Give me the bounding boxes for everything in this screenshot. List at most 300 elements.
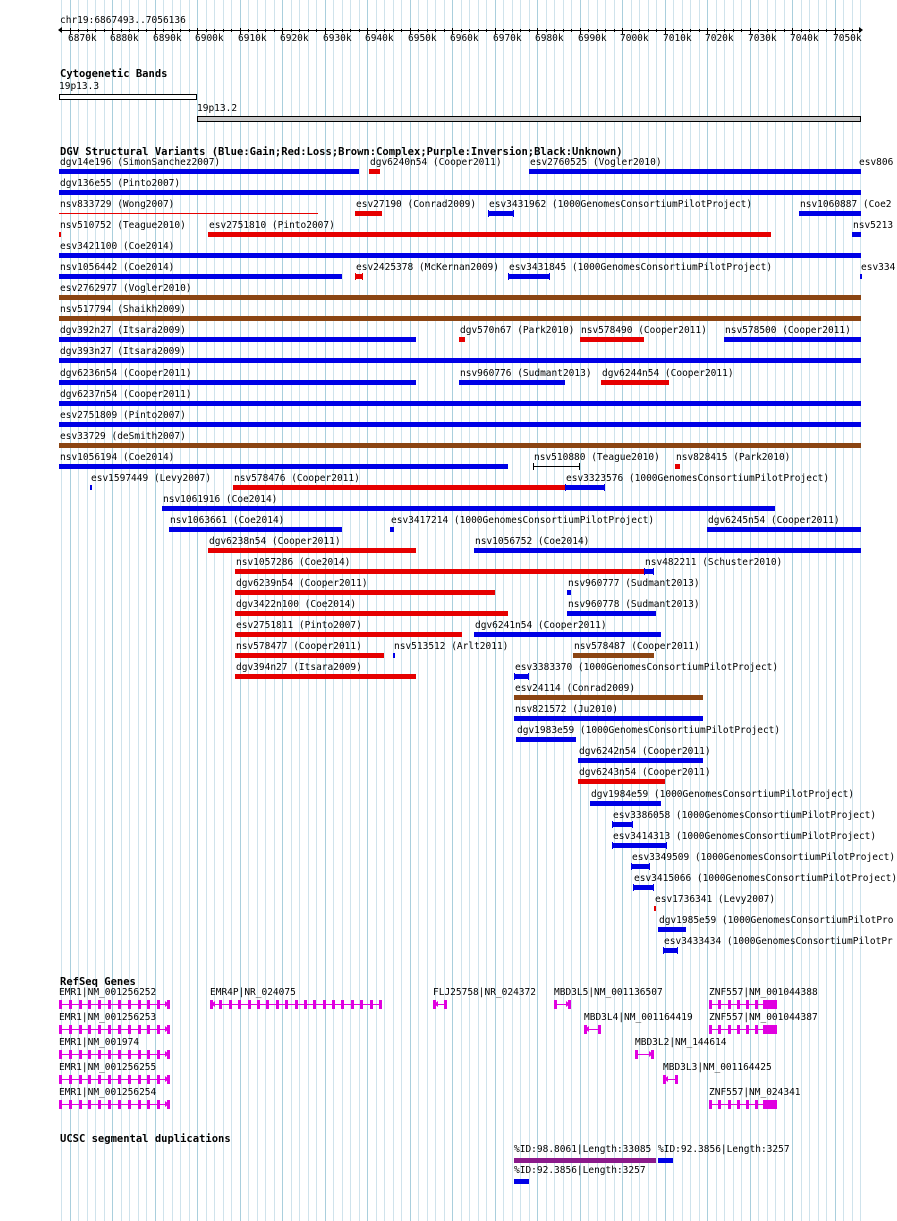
variant-whisker: [362, 273, 363, 280]
gene-exon: [675, 1075, 678, 1084]
grid-line: [784, 0, 785, 1221]
variant-bar-gain[interactable]: [529, 169, 858, 174]
variant-label: esv3383370 (1000GenomesConsortiumPilotProject): [515, 662, 779, 673]
strand-forward-arrow-icon: [165, 1076, 169, 1082]
gene-exon: [257, 1000, 260, 1009]
ruler-tick-label: 7040k: [790, 33, 819, 44]
variant-label: dgv136e55 (Pinto2007): [60, 178, 181, 189]
ruler-tick: [767, 29, 768, 32]
variant-label: esv33729 (deSmith2007): [60, 431, 186, 442]
strand-forward-arrow-icon: [165, 1001, 169, 1007]
gene-exon: [746, 1100, 749, 1109]
ruler-tick: [546, 29, 547, 32]
gene-label: EMR1|NM_001256253: [59, 1012, 157, 1023]
ruler-tick: [248, 29, 249, 32]
variant-label: nsv1057286 (Coe2014): [236, 557, 351, 568]
variant-bar-gain[interactable]: [567, 611, 656, 616]
variant-bar-gain[interactable]: [567, 590, 571, 595]
gene-exon: [108, 1000, 111, 1009]
gene-exon: [118, 1000, 121, 1009]
ruler-tick: [138, 29, 139, 32]
grid-line: [750, 0, 751, 1221]
ruler-tick: [231, 29, 232, 32]
ruler-tick: [826, 29, 827, 32]
gene-exon: [746, 1000, 749, 1009]
gene-exon: [128, 1000, 131, 1009]
variant-bar-complex[interactable]: [514, 695, 703, 700]
variant-label: nsv5213: [853, 220, 894, 231]
variant-bar-loss[interactable]: [59, 213, 318, 214]
variant-bar-gain[interactable]: [488, 211, 514, 216]
variant-bar-loss[interactable]: [369, 169, 380, 174]
gene-exon: [737, 1000, 740, 1009]
variant-label: nsv578477 (Cooper2011): [236, 641, 362, 652]
gene-exon: [238, 1000, 241, 1009]
variant-bar-gain[interactable]: [590, 801, 661, 806]
ruler-tick: [180, 29, 181, 32]
variant-label: dgv6240n54 (Cooper2011): [370, 157, 502, 168]
ruler-tick: [78, 29, 79, 32]
variant-bar-unknown[interactable]: [533, 466, 580, 467]
coordinate-label: chr19:6867493..7056136: [60, 15, 186, 26]
variant-bar-gain[interactable]: [90, 485, 92, 490]
ruler-tick: [214, 29, 215, 32]
segdup-bar[interactable]: [514, 1158, 656, 1163]
grid-line: [809, 0, 810, 1221]
variant-label: esv24114 (Conrad2009): [515, 683, 636, 694]
variant-bar-loss[interactable]: [459, 337, 465, 342]
gene-exon: [98, 1000, 101, 1009]
variant-label: dgv1983e59 (1000GenomesConsortiumPilotProject): [517, 725, 781, 736]
variant-whisker: [604, 484, 605, 491]
variant-bar-gain[interactable]: [59, 190, 861, 195]
variant-whisker: [549, 273, 550, 280]
ruler-tick: [597, 29, 598, 32]
variant-bar-gain[interactable]: [169, 527, 342, 532]
variant-label: esv3323576 (1000GenomesConsortiumPilotProject): [566, 473, 830, 484]
ruler-tick: [690, 29, 691, 32]
variant-label: dgv392n27 (Itsara2009): [60, 325, 186, 336]
ruler-tick-label: 6950k: [408, 33, 437, 44]
grid-line: [741, 0, 742, 1221]
gene-exon: [313, 1000, 316, 1009]
variant-bar-gain[interactable]: [852, 232, 861, 237]
variant-label: nsv510752 (Teague2010): [60, 220, 186, 231]
variant-bar-gain[interactable]: [474, 632, 661, 637]
ruler-tick-label: 7020k: [705, 33, 734, 44]
gene-exon: [79, 1050, 82, 1059]
strand-forward-arrow-icon: [772, 1101, 776, 1107]
gene-exon: [138, 1075, 141, 1084]
ruler-tick: [299, 29, 300, 32]
cytoband-track-title: Cytogenetic Bands: [60, 68, 168, 80]
variant-bar-gain[interactable]: [724, 337, 861, 342]
variant-bar-gain[interactable]: [59, 274, 342, 279]
gene-label: ZNF557|NM_024341: [709, 1087, 801, 1098]
variant-whisker: [649, 863, 650, 870]
variant-bar-complex[interactable]: [59, 295, 861, 300]
gene-exon: [88, 1075, 91, 1084]
refseq-track-title: RefSeq Genes: [60, 976, 136, 988]
ruler-tick: [427, 29, 428, 32]
variant-bar-gain[interactable]: [578, 758, 703, 763]
segdup-bar[interactable]: [514, 1179, 529, 1184]
gene-exon: [370, 1000, 373, 1009]
gene-exon: [138, 1100, 141, 1109]
variant-bar-gain[interactable]: [59, 464, 508, 469]
ruler-tick: [512, 29, 513, 32]
grid-line: [197, 0, 198, 1221]
variant-bar-gain[interactable]: [59, 422, 861, 427]
gene-exon: [266, 1000, 269, 1009]
variant-label: dgv6241n54 (Cooper2011): [475, 620, 607, 631]
ruler-tick: [265, 29, 266, 32]
variant-label: nsv821572 (Ju2010): [515, 704, 618, 715]
ruler-tick: [801, 29, 802, 32]
ruler-tick: [316, 29, 317, 32]
gene-label: EMR1|NM_001256254: [59, 1087, 157, 1098]
gene-exon: [69, 1025, 72, 1034]
variant-whisker: [488, 210, 489, 217]
ruler-tick: [614, 29, 615, 32]
gene-exon: [118, 1100, 121, 1109]
variant-label: dgv6236n54 (Cooper2011): [60, 368, 192, 379]
grid-line: [546, 0, 547, 1221]
ruler-tick: [376, 29, 377, 32]
grid-line: [767, 0, 768, 1221]
ruler-tick: [563, 29, 564, 32]
variant-whisker: [632, 821, 633, 828]
variant-label: esv3414313 (1000GenomesConsortiumPilotProject): [613, 831, 877, 842]
variant-bar-gain[interactable]: [514, 716, 703, 721]
variant-bar-gain[interactable]: [516, 737, 576, 742]
strand-forward-arrow-icon: [165, 1051, 169, 1057]
gene-intron-line[interactable]: [59, 1104, 170, 1105]
variant-label: esv27190 (Conrad2009): [356, 199, 477, 210]
variant-bar-loss[interactable]: [654, 906, 656, 911]
variant-bar-loss[interactable]: [233, 485, 565, 490]
variant-whisker: [508, 273, 509, 280]
gene-intron-line[interactable]: [59, 1004, 170, 1005]
gene-label: EMR1|NM_001974: [59, 1037, 140, 1048]
grid-line: [512, 0, 513, 1221]
grid-line: [801, 0, 802, 1221]
gene-exon: [88, 1050, 91, 1059]
variant-whisker: [653, 884, 654, 891]
ruler-tick: [146, 29, 147, 32]
variant-bar-loss[interactable]: [235, 590, 495, 595]
gene-exon: [709, 1025, 712, 1034]
gene-exon: [118, 1075, 121, 1084]
gene-exon: [108, 1075, 111, 1084]
gene-intron-line[interactable]: [59, 1079, 170, 1080]
variant-bar-gain[interactable]: [59, 169, 359, 174]
variant-bar-complex[interactable]: [59, 316, 861, 321]
variant-bar-gain[interactable]: [663, 948, 678, 953]
variant-bar-gain[interactable]: [59, 401, 861, 406]
gene-exon: [118, 1025, 121, 1034]
variant-label: dgv3422n100 (Coe2014): [236, 599, 357, 610]
variant-bar-gain[interactable]: [565, 485, 605, 490]
variant-bar-gain[interactable]: [658, 927, 686, 932]
variant-label: nsv517794 (Shaikh2009): [60, 304, 186, 315]
variant-bar-complex[interactable]: [573, 653, 654, 658]
gene-label: FLJ25758|NR_024372: [433, 987, 536, 998]
grid-line: [563, 0, 564, 1221]
strand-reverse-arrow-icon: [664, 1076, 668, 1082]
variant-bar-loss[interactable]: [601, 380, 669, 385]
gene-intron-line[interactable]: [59, 1054, 170, 1055]
variant-bar-complex[interactable]: [59, 443, 861, 448]
gene-exon: [88, 1000, 91, 1009]
gene-exon: [147, 1075, 150, 1084]
gene-exon: [79, 1000, 82, 1009]
variant-bar-loss[interactable]: [235, 632, 462, 637]
ruler-tick: [809, 29, 810, 32]
variant-whisker: [633, 884, 634, 891]
grid-line: [206, 0, 207, 1221]
gene-exon: [88, 1100, 91, 1109]
variant-whisker: [528, 673, 529, 680]
cytoband-label: 19p13.2: [197, 103, 238, 114]
variant-label: nsv960778 (Sudmant2013): [568, 599, 700, 610]
ruler-tick-label: 7030k: [748, 33, 777, 44]
variant-bar-loss[interactable]: [235, 569, 644, 574]
grid-line: [733, 0, 734, 1221]
ruler-tick-label: 6930k: [323, 33, 352, 44]
variant-bar-gain[interactable]: [459, 380, 565, 385]
gene-exon: [79, 1100, 82, 1109]
gene-label: MBD3L5|NM_001136507: [554, 987, 663, 998]
gene-exon: [718, 1100, 721, 1109]
ruler-tick-label: 6870k: [68, 33, 97, 44]
gene-intron-line[interactable]: [59, 1029, 170, 1030]
variant-bar-gain[interactable]: [799, 211, 861, 216]
cytoband-19p13.3[interactable]: [59, 94, 197, 100]
variant-bar-loss[interactable]: [578, 779, 665, 784]
ruler-tick: [291, 29, 292, 32]
gene-exon: [598, 1025, 601, 1034]
variant-label: dgv394n27 (Itsara2009): [236, 662, 362, 673]
variant-bar-loss[interactable]: [208, 232, 771, 237]
ruler-tick: [308, 29, 309, 32]
variant-label: esv2425378 (McKernan2009): [356, 262, 499, 273]
variant-label: dgv6238n54 (Cooper2011): [209, 536, 341, 547]
variant-bar-loss[interactable]: [235, 674, 416, 679]
grid-line: [818, 0, 819, 1221]
gene-exon: [147, 1000, 150, 1009]
variant-bar-gain[interactable]: [612, 822, 633, 827]
gene-exon: [737, 1100, 740, 1109]
ruler-tick-label: 7010k: [663, 33, 692, 44]
variant-bar-gain[interactable]: [59, 337, 416, 342]
variant-bar-loss[interactable]: [208, 548, 416, 553]
ruler-tick: [223, 29, 224, 32]
ruler-tick: [87, 29, 88, 32]
gene-label: MBD3L2|NM_144614: [635, 1037, 727, 1048]
ruler-tick-label: 6980k: [535, 33, 564, 44]
ruler-tick-label: 6880k: [110, 33, 139, 44]
variant-bar-gain[interactable]: [390, 527, 394, 532]
variant-bar-gain[interactable]: [162, 506, 775, 511]
ruler-tick: [605, 29, 606, 32]
cytoband-19p13.2[interactable]: [197, 116, 861, 122]
grid-line: [826, 0, 827, 1221]
variant-label: nsv578487 (Cooper2011): [574, 641, 700, 652]
gene-exon: [147, 1100, 150, 1109]
gene-exon: [718, 1025, 721, 1034]
gene-exon: [276, 1000, 279, 1009]
ruler-tick: [189, 29, 190, 32]
variant-bar-gain[interactable]: [860, 274, 862, 279]
grid-line: [835, 0, 836, 1221]
variant-bar-loss[interactable]: [675, 464, 680, 469]
ruler-tick: [571, 29, 572, 32]
variant-label: esv3349509 (1000GenomesConsortiumPilotProject): [632, 852, 896, 863]
gene-exon: [728, 1000, 731, 1009]
variant-bar-gain[interactable]: [633, 885, 654, 890]
gene-exon: [98, 1025, 101, 1034]
variant-bar-gain[interactable]: [393, 653, 395, 658]
variant-bar-loss[interactable]: [580, 337, 644, 342]
gene-exon: [554, 1000, 557, 1009]
gene-exon: [755, 1025, 758, 1034]
gene-exon: [718, 1000, 721, 1009]
ruler-tick: [384, 29, 385, 32]
gene-exon: [128, 1100, 131, 1109]
variant-bar-gain[interactable]: [707, 527, 861, 532]
gene-exon: [360, 1000, 363, 1009]
variant-label: esv2751811 (Pinto2007): [236, 620, 362, 631]
segdup-label: %ID:92.3856|Length:3257: [514, 1165, 646, 1176]
variant-bar-gain[interactable]: [612, 843, 667, 848]
variant-bar-gain[interactable]: [59, 358, 861, 363]
variant-bar-loss[interactable]: [235, 653, 384, 658]
variant-label: nsv578476 (Cooper2011): [234, 473, 360, 484]
ruler-tick: [818, 29, 819, 32]
gene-label: ZNF557|NM_001044387: [709, 1012, 818, 1023]
ruler-tick: [741, 29, 742, 32]
variant-whisker: [612, 842, 613, 849]
ruler-tick: [461, 29, 462, 32]
variant-label: esv1736341 (Levy2007): [655, 894, 776, 905]
gene-label: ZNF557|NM_001044388: [709, 987, 818, 998]
variant-label: nsv828415 (Park2010): [676, 452, 791, 463]
ruler-tick-label: 6940k: [365, 33, 394, 44]
gene-exon: [295, 1000, 298, 1009]
ruler-tick-label: 6960k: [450, 33, 479, 44]
gene-exon: [157, 1000, 160, 1009]
variant-whisker: [355, 273, 356, 280]
variant-label: esv2751809 (Pinto2007): [60, 410, 186, 421]
gene-exon: [69, 1000, 72, 1009]
gene-exon: [79, 1075, 82, 1084]
ruler-tick: [784, 29, 785, 32]
gene-exon: [128, 1025, 131, 1034]
variant-label: nsv833729 (Wong2007): [60, 199, 175, 210]
variant-label: dgv6242n54 (Cooper2011): [579, 746, 711, 757]
variant-bar-gain[interactable]: [514, 674, 529, 679]
variant-bar-gain[interactable]: [59, 380, 416, 385]
variant-label: dgv393n27 (Itsara2009): [60, 346, 186, 357]
variant-label: nsv1060887 (Coe2: [800, 199, 892, 210]
variant-label: nsv960776 (Sudmant2013): [460, 368, 592, 379]
gene-exon: [69, 1075, 72, 1084]
ruler-tick: [699, 29, 700, 32]
gene-exon: [138, 1000, 141, 1009]
gene-exon: [285, 1000, 288, 1009]
variant-label: esv3417214 (1000GenomesConsortiumPilotProject): [391, 515, 655, 526]
gene-exon: [69, 1100, 72, 1109]
variant-label: nsv1056442 (Coe2014): [60, 262, 175, 273]
ruler-tick: [852, 29, 853, 32]
variant-bar-gain[interactable]: [631, 864, 650, 869]
variant-whisker: [579, 463, 580, 470]
ruler-tick-label: 6900k: [195, 33, 224, 44]
ruler-tick: [733, 29, 734, 32]
ruler-tick: [206, 29, 207, 32]
strand-forward-arrow-icon: [165, 1101, 169, 1107]
grid-line: [214, 0, 215, 1221]
variant-label: nsv510880 (Teague2010): [534, 452, 660, 463]
gene-exon: [229, 1000, 232, 1009]
grid-line: [852, 0, 853, 1221]
ruler-tick: [631, 29, 632, 32]
cytoband-label: 19p13.3: [59, 81, 100, 92]
variant-bar-gain[interactable]: [508, 274, 550, 279]
variant-label: dgv6244n54 (Cooper2011): [602, 368, 734, 379]
grid-line: [520, 0, 521, 1221]
gene-exon: [59, 1000, 62, 1009]
segdup-bar[interactable]: [658, 1158, 673, 1163]
variant-bar-gain[interactable]: [858, 169, 861, 174]
variant-bar-loss[interactable]: [355, 211, 382, 216]
ruler-tick-label: 6910k: [238, 33, 267, 44]
dgv-track-title: DGV Structural Variants (Blue:Gain;Red:Loss;Brown:Complex;Purple:Inversion;Black:Unknown): [60, 146, 623, 158]
gene-exon: [728, 1025, 731, 1034]
ruler-tick: [274, 29, 275, 32]
ruler-tick: [359, 29, 360, 32]
variant-bar-loss[interactable]: [59, 232, 61, 237]
variant-bar-gain[interactable]: [474, 548, 861, 553]
strand-forward-arrow-icon: [772, 1001, 776, 1007]
variant-bar-gain[interactable]: [59, 253, 861, 258]
gene-exon: [304, 1000, 307, 1009]
grid-line: [860, 0, 861, 1221]
segdup-label: %ID:98.8061|Length:33085: [514, 1144, 652, 1155]
ruler-tick: [444, 29, 445, 32]
variant-whisker: [612, 821, 613, 828]
variant-label: esv806: [859, 157, 894, 168]
ruler-tick: [648, 29, 649, 32]
gene-exon: [332, 1000, 335, 1009]
variant-label: nsv1063661 (Coe2014): [170, 515, 285, 526]
variant-label: dgv1985e59 (1000GenomesConsortiumPilotPro: [659, 915, 894, 926]
ruler-tick-label: 7050k: [833, 33, 862, 44]
variant-bar-loss[interactable]: [235, 611, 508, 616]
variant-label: esv2762977 (Vogler2010): [60, 283, 192, 294]
ruler-tick: [486, 29, 487, 32]
variant-whisker: [565, 484, 566, 491]
variant-label: dgv6239n54 (Cooper2011): [236, 578, 368, 589]
variant-label: dgv14e196 (SimonSanchez2007): [60, 157, 221, 168]
variant-label: nsv960777 (Sudmant2013): [568, 578, 700, 589]
gene-exon: [709, 1100, 712, 1109]
variant-label: dgv6237n54 (Cooper2011): [60, 389, 192, 400]
variant-label: nsv578500 (Cooper2011): [725, 325, 851, 336]
ruler-tick: [95, 29, 96, 32]
grid-line: [775, 0, 776, 1221]
